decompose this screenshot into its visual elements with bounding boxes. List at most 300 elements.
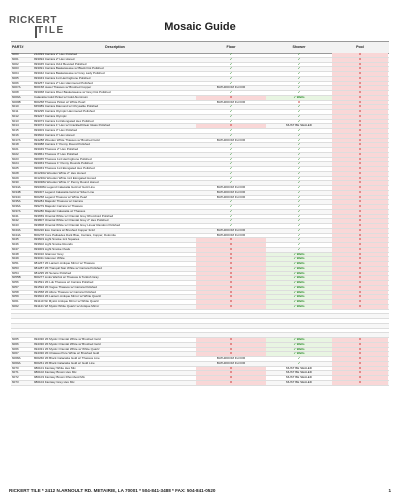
part-cell: 6024 — [12, 162, 19, 166]
floor-cell: BATHROOM FLOOR — [216, 100, 246, 104]
shower-cell: ✓ — [297, 81, 301, 85]
description-cell: 980104 Fantasy Grey Hex Mix — [34, 380, 75, 384]
floor-cell — [196, 333, 266, 337]
shower-cell: ✓ — [297, 138, 301, 142]
description-cell: 994330 Wi Mystic Oriental White w/ Brushed Gold — [34, 338, 101, 341]
floor-cell: X — [196, 291, 266, 295]
shower-cell: ✓ Walls — [266, 352, 332, 356]
floor-cell: BATHROOM FLOOR — [216, 228, 246, 232]
shower-cell: ✓ — [297, 133, 301, 137]
part-cell: 6046 — [12, 243, 19, 246]
pool-cell: X — [332, 272, 388, 276]
pool-cell: X — [332, 276, 388, 280]
floor-cell: ✓ — [229, 76, 233, 80]
description-cell: 999284 Majestic Thassos w/ Carrara — [34, 200, 83, 204]
shower-cell: ✓ — [297, 238, 301, 242]
floor-cell: ✓ — [229, 224, 233, 227]
part-cell: 6035A — [12, 200, 21, 204]
shower-cell: ✓ — [297, 76, 301, 80]
shower-cell: ✓ Walls — [266, 276, 332, 280]
shower-cell: ✓ Walls — [266, 267, 332, 271]
floor-cell: ✓ — [229, 129, 233, 132]
mosaic-table — [11, 53, 389, 386]
pool-cell: X — [332, 352, 388, 356]
pool-cell: X — [332, 139, 388, 143]
description-cell: 993063 Thassos 1" Penny Rounds Polished — [34, 162, 93, 166]
description-cell: 999279 Majestic Carrara w/ Thassos — [34, 205, 83, 208]
footer — [9, 488, 391, 493]
floor-cell — [196, 314, 266, 318]
floor-cell: ✓ — [229, 176, 233, 180]
shower-cell: ✓ — [297, 247, 301, 251]
part-cell: 6043A — [12, 228, 21, 232]
floor-cell: X — [196, 272, 266, 276]
description-cell: 993049 Thassos 2" Hex Polished — [34, 148, 79, 151]
shower-cell: ✓ — [297, 148, 301, 151]
description-cell: 993068 Carrara River Basketweave w/ Grey Dot Polished — [34, 91, 111, 94]
floor-cell: X — [196, 300, 266, 304]
shower-cell: ✓ — [297, 110, 301, 113]
description-cell: 800261 Wi Block Calacatta Gold w/ Gold Line — [34, 361, 95, 365]
description-cell: 993602 Light Smoke Rounds — [34, 243, 73, 246]
pool-cell: X — [332, 148, 388, 152]
floor-cell: ✓ — [229, 62, 233, 66]
shower-cell: MUST BE SEALED — [286, 376, 312, 379]
pool-cell: X — [332, 300, 388, 304]
description-cell: 800260 Wi Block Calacatta Gold w/ Thassos Line — [34, 357, 100, 360]
floor-cell: BATHROOM FLOOR — [216, 186, 246, 189]
pool-cell: X — [332, 376, 388, 380]
shower-cell: ✓ Walls — [266, 338, 332, 342]
pool-cell: X — [332, 262, 388, 266]
part-cell: 6022 — [12, 152, 19, 156]
pool-cell: X — [332, 158, 388, 162]
shower-cell: ✓ — [297, 53, 301, 56]
description-cell: 993043 Carrara 1x4 Herringbone Polished — [34, 76, 91, 80]
shower-cell: ✓ — [297, 224, 301, 227]
description-cell: 999308A Legend Calacatta Gold w/ Gold Line — [34, 186, 95, 189]
shower-cell: ✓ Walls — [266, 348, 332, 352]
shower-cell: ✓ — [297, 186, 301, 189]
floor-cell: X — [196, 243, 266, 247]
floor-cell: X — [196, 238, 266, 242]
floor-cell: X — [196, 262, 266, 266]
part-cell: 6005 — [12, 76, 19, 80]
description-cell: 993091 Carrara Basketweave w/ Black Dot Polished — [34, 67, 104, 71]
part-cell: 6069A — [12, 361, 21, 365]
shower-cell: ✓ — [297, 67, 301, 71]
description-cell: 993011 Glamour White — [34, 257, 65, 261]
description-cell: 981295 Wi Serene Polished — [34, 271, 72, 275]
shower-cell: ✓ Walls — [266, 257, 332, 261]
pool-cell: X — [332, 291, 388, 295]
pool-cell — [332, 310, 388, 314]
pool-cell: X — [332, 338, 388, 342]
pool-cell: X — [332, 129, 388, 133]
description-cell: 993073 Carrara 1x4 Elongated Hex Polished — [34, 119, 94, 123]
pool-cell: X — [332, 172, 388, 176]
pool-cell: X — [332, 177, 388, 181]
description-cell: 993227 Carrara Olympic — [34, 114, 67, 118]
part-cell: 6029 — [12, 176, 19, 180]
floor-cell: X — [196, 376, 266, 380]
part-cell — [11, 310, 30, 314]
pool-cell: X — [332, 219, 388, 223]
floor-cell — [196, 319, 266, 323]
floor-cell: ✓ — [229, 214, 233, 218]
description-cell: 991594 Wi Vogue Thassos w/ Carrara Polished — [34, 285, 97, 289]
description-cell — [30, 329, 196, 333]
pool-cell: X — [332, 362, 388, 366]
floor-cell: ✓ — [229, 91, 233, 94]
floor-cell: X — [196, 124, 266, 128]
part-cell: 6001 — [12, 57, 19, 61]
pool-cell: X — [332, 224, 388, 228]
part-cell: 6036A — [12, 205, 21, 208]
pool-cell: X — [332, 210, 388, 214]
pool-cell: X — [332, 234, 388, 238]
shower-cell: ✓ Walls — [266, 291, 332, 295]
shower-cell: ✓ — [297, 209, 301, 213]
shower-cell: ✓ — [297, 72, 301, 75]
part-cell: 6061 — [12, 300, 19, 303]
pool-cell — [332, 319, 388, 323]
description-cell: 996063 Thassos 1x4 Elongated Hex Polished — [34, 167, 95, 170]
shower-cell — [266, 324, 332, 328]
shower-cell — [266, 333, 332, 337]
floor-cell — [196, 329, 266, 333]
part-cell: 6028 — [12, 171, 19, 175]
pool-cell: X — [332, 248, 388, 252]
description-cell: 980103 Fantasy Brown Rhomboid Mix — [34, 376, 85, 379]
pool-cell: X — [332, 72, 388, 76]
shower-cell: ✓ — [297, 62, 301, 66]
shower-cell: ✓ — [297, 181, 301, 185]
part-cell: 6068A — [12, 357, 21, 360]
part-cell: 6010 — [12, 105, 19, 109]
pool-cell: X — [332, 367, 388, 371]
floor-cell: ✓ — [229, 205, 233, 208]
description-cell: 212093 Carrara 2" Hex Polished — [34, 53, 78, 56]
logo-line-1: RICKERT — [9, 15, 57, 26]
pool-cell: X — [332, 186, 388, 190]
shower-cell: ✓ Walls — [266, 300, 332, 304]
description-cell: 993807 Oriental White w/ Oriental Grey 2" Hex Polished — [34, 219, 109, 223]
part-cell: 6013 — [12, 119, 19, 123]
part-cell — [11, 319, 30, 323]
shower-cell: ✓ — [297, 361, 301, 365]
part-cell: 6007A — [12, 86, 21, 90]
description-cell: 996065 Thassos 1x4 Herringbone Polished — [34, 157, 92, 161]
header-pool: Pool — [356, 45, 364, 49]
pool-cell: X — [332, 295, 388, 299]
part-cell: 6008 — [12, 91, 19, 94]
pool-cell: X — [332, 86, 388, 90]
description-cell: 981267 Wi Lantern Antique Mirror w/ Thassos — [34, 262, 95, 265]
shower-cell: ✓ — [297, 219, 301, 223]
part-cell: 6006 — [12, 81, 19, 85]
description-cell: 993861 Thassos 3" Hex Polished — [34, 152, 79, 156]
description-cell: 001230A Wooden White 2" Hex Honed — [34, 171, 86, 175]
description-cell: Calacatta Gold Picket w/ Gold Aluminum — [34, 95, 88, 99]
description-cell: 800278 Core Palisades Dark Blue, Carrara, Copper, Dolomite — [34, 233, 116, 237]
description-cell: 981287 Wi Tranquil Star White w/ Carrara Polished — [34, 266, 102, 270]
shower-cell: ✓ — [297, 157, 301, 161]
floor-cell: X — [196, 305, 266, 309]
floor-cell: BATHROOM FLOOR — [216, 138, 246, 142]
shower-cell — [266, 329, 332, 333]
description-cell: 991121 Wi Mystic White Quartz w/ Antique Mirror — [34, 304, 100, 308]
part-cell: 6047 — [12, 247, 19, 251]
pool-cell: X — [332, 67, 388, 71]
shower-cell: ✓ — [297, 152, 301, 156]
part-cell: 6071 — [12, 371, 19, 375]
description-cell: 993603 Light Smoke 1x1 Squares — [34, 238, 80, 242]
description-cell: 993602 Carrara 4" Hex Honed — [34, 133, 75, 137]
pool-cell: X — [332, 257, 388, 261]
pool-cell: X — [332, 105, 388, 109]
part-cell: 6017A — [12, 138, 21, 142]
floor-cell: X — [196, 281, 266, 285]
pool-cell: X — [332, 96, 388, 100]
description-cell: 991591 Wi Luk Thassos w/ Carrara Polished — [34, 281, 94, 284]
part-cell: 6043 — [12, 224, 19, 227]
floor-cell: ✓ — [229, 81, 233, 85]
description-cell: 800258 Thassos Picket w/ White Pearl — [34, 100, 86, 104]
floor-cell: ✓ — [229, 148, 233, 151]
pool-cell: X — [332, 229, 388, 233]
shower-cell: ✓ — [297, 357, 301, 360]
shower-cell: ✓ — [297, 171, 301, 175]
shower-cell: ✓ — [297, 143, 301, 147]
pool-cell: X — [332, 243, 388, 247]
floor-cell — [196, 324, 266, 328]
floor-cell: ✓ — [229, 119, 233, 123]
shower-cell: ✓ Walls — [266, 343, 332, 347]
part-cell: 6009A — [12, 95, 21, 99]
pool-cell: X — [332, 162, 388, 166]
floor-cell: X — [196, 371, 266, 375]
page-title: Mosaic Guide — [164, 21, 236, 33]
description-cell — [30, 333, 196, 337]
part-cell: 6015 — [12, 129, 19, 132]
part-cell: 6057 — [12, 285, 19, 289]
description-cell: 991558 Wi Allure Thassos w/ Carrara Polished — [34, 290, 96, 294]
pool-cell: X — [332, 253, 388, 257]
description-cell: 993045 Carrara 3x12 Beveled Polished — [34, 62, 87, 66]
description-cell: 800158 Jewel Thassos w/ Brushed Copper — [34, 86, 92, 90]
part-cell: 6042 — [12, 219, 19, 223]
shower-cell: ✓ — [297, 214, 301, 218]
description-cell: 980102 Fantasy Brown Hex Mix — [34, 371, 77, 375]
floor-cell: X — [196, 295, 266, 299]
description-cell: 800220 Eco Carrara w/ Brushed Copper 3x12 — [34, 228, 95, 232]
pool-cell: X — [332, 281, 388, 285]
shower-cell: MUST BE SEALED — [286, 366, 312, 370]
part-cell: 6000 — [12, 53, 19, 56]
logo-line-2: TILE — [37, 25, 65, 36]
shower-cell: ✓ — [297, 57, 301, 61]
floor-cell: ✓ — [229, 114, 233, 118]
part-cell: 6053 — [12, 266, 19, 270]
floor-cell: ✓ — [229, 162, 233, 166]
shower-cell: ✓ — [297, 243, 301, 246]
header-shower: Shower — [292, 45, 306, 49]
shower-cell: ✓ — [297, 205, 301, 208]
part-cell: 6003 — [12, 67, 19, 71]
shower-cell: ✓ — [297, 91, 301, 94]
pool-cell: X — [332, 286, 388, 290]
part-cell: 6048 — [12, 252, 19, 256]
pool-cell: X — [332, 181, 388, 185]
pool-cell: X — [332, 110, 388, 114]
pool-cell: X — [332, 53, 388, 57]
floor-cell: ✓ — [229, 209, 233, 213]
floor-cell: X — [196, 367, 266, 371]
shower-cell: ✓ — [297, 129, 301, 132]
pool-cell: X — [332, 267, 388, 271]
description-cell: 993074 Carrara 1" Hex w/ Crackled/Clear Glass Polished — [34, 124, 111, 128]
pool-cell: X — [332, 82, 388, 86]
description-cell: 993003 Carrara 3" Hex Polished — [34, 129, 78, 132]
shower-cell: ✓ Walls — [266, 262, 332, 266]
part-cell: 6014 — [12, 124, 19, 128]
floor-cell: ✓ — [229, 171, 233, 175]
floor-cell: ✓ — [229, 110, 233, 113]
floor-cell: ✓ — [229, 57, 233, 61]
description-cell: 999280 Majestic Calacatta w/ Thassos — [34, 209, 86, 213]
shower-cell: ✓ — [297, 228, 301, 232]
floor-cell: X — [196, 253, 266, 257]
shower-cell: ✓ Walls — [266, 295, 332, 299]
shower-cell: ✓ Walls — [266, 253, 332, 257]
floor-cell: BATHROOM FLOOR — [216, 190, 246, 194]
pool-cell: X — [332, 143, 388, 147]
pool-cell: X — [332, 124, 388, 128]
description-cell — [30, 324, 196, 328]
part-cell: 6067 — [12, 352, 19, 356]
description-cell: 991110 Wi Mystic Antique Mirror w/ White Quartz — [34, 300, 99, 303]
description-cell: 993010 Glamour Grey — [34, 252, 64, 256]
floor-cell: ✓ — [229, 67, 233, 71]
floor-cell: BATHROOM FLOOR — [216, 86, 246, 90]
shower-cell — [266, 314, 332, 318]
description-cell: 993094 Carrara 2" Hex Honed — [34, 57, 75, 61]
floor-cell: ✓ — [229, 72, 233, 75]
pool-cell: X — [332, 191, 388, 195]
part-cell — [11, 324, 30, 328]
part-cell: 6002 — [12, 62, 19, 66]
part-cell: 6072 — [12, 376, 19, 379]
description-cell: 993808 Oriental White w/ Oriental Grey Linear Random Polished — [34, 224, 121, 227]
part-cell: 6044A — [12, 233, 21, 237]
description-cell: 993003 Light Smoke Ovals — [34, 247, 71, 251]
part-cell: 6016 — [12, 133, 19, 137]
floor-cell: BATHROOM FLOOR — [216, 233, 246, 237]
part-cell: 6065 — [12, 338, 19, 341]
description-cell: 993604 Wi Lantern Antique Mirror w/ White Quartz — [34, 295, 102, 299]
pool-cell — [332, 329, 388, 333]
shower-cell: ✓ — [297, 86, 301, 90]
part-cell: 6034C — [12, 195, 21, 199]
pool-cell: X — [332, 115, 388, 119]
part-cell: 6037A — [12, 209, 21, 213]
floor-cell: X — [196, 257, 266, 261]
floor-cell: ✓ — [229, 219, 233, 223]
description-cell: 993038A Wooden White 1" Penny Round Honed — [34, 181, 99, 185]
part-cell: 6009B — [12, 100, 21, 104]
pool-cell: X — [332, 381, 388, 385]
pool-cell: X — [332, 343, 388, 347]
pool-cell: X — [332, 215, 388, 219]
part-cell — [11, 333, 30, 337]
floor-cell: BATHROOM FLOOR — [216, 361, 246, 365]
part-cell: 6073 — [12, 380, 19, 384]
pool-cell: X — [332, 58, 388, 62]
description-cell: 980101 Fantasy White Hex Mix — [34, 366, 76, 370]
part-cell: 6012 — [12, 114, 19, 118]
floor-cell: X — [196, 286, 266, 290]
pool-cell: X — [332, 63, 388, 67]
part-cell: 6011 — [12, 110, 19, 113]
header-description: Description — [105, 45, 125, 49]
shower-cell — [266, 319, 332, 323]
part-cell: 6004 — [12, 72, 19, 75]
shower-cell: ✓ — [297, 105, 301, 109]
floor-cell: BATHROOM FLOOR — [216, 195, 246, 199]
floor-cell: X — [196, 248, 266, 252]
part-cell: 6058 — [12, 290, 19, 294]
shower-cell: MUST BE SEALED — [286, 124, 312, 128]
description-cell: 001230A Wooden White 1x4 Elongated Honed — [34, 176, 96, 180]
part-cell: 6021 — [12, 148, 19, 151]
part-cell: 6034A — [12, 186, 21, 189]
part-cell: 6059 — [12, 295, 19, 299]
floor-cell: ✓ — [229, 53, 233, 56]
header-part: PART# — [12, 45, 24, 49]
shower-cell: ✓ — [297, 114, 301, 118]
pool-cell: X — [332, 196, 388, 200]
shower-cell: ✓ — [297, 195, 301, 199]
page-number: 1 — [388, 488, 391, 493]
description-cell: 993295 Carrara Olympic Hammered Polished — [34, 110, 95, 113]
pool-cell — [332, 314, 388, 318]
floor-cell: X — [196, 96, 266, 100]
shower-cell: MUST BE SEALED — [286, 380, 312, 384]
shower-cell: X — [297, 100, 300, 104]
shower-cell: ✓ — [297, 200, 301, 204]
shower-cell: ✓ — [297, 167, 301, 170]
floor-cell: X — [196, 381, 266, 385]
floor-cell: ✓ — [229, 133, 233, 137]
floor-cell: X — [196, 348, 266, 352]
description-cell — [30, 319, 196, 323]
pool-cell: X — [332, 120, 388, 124]
floor-cell: ✓ — [229, 143, 233, 147]
shower-cell: ✓ Walls — [266, 272, 332, 276]
shower-cell: ✓ — [297, 162, 301, 166]
part-cell: 6070 — [12, 366, 19, 370]
pool-cell: X — [332, 200, 388, 204]
floor-cell: ✓ — [229, 152, 233, 156]
shower-cell: ✓ Walls — [266, 96, 332, 100]
floor-cell: X — [196, 343, 266, 347]
pool-cell: X — [332, 305, 388, 309]
pool-cell: X — [332, 238, 388, 242]
floor-cell: X — [196, 267, 266, 271]
shower-cell: ✓ — [297, 190, 301, 194]
pool-cell — [332, 333, 388, 337]
